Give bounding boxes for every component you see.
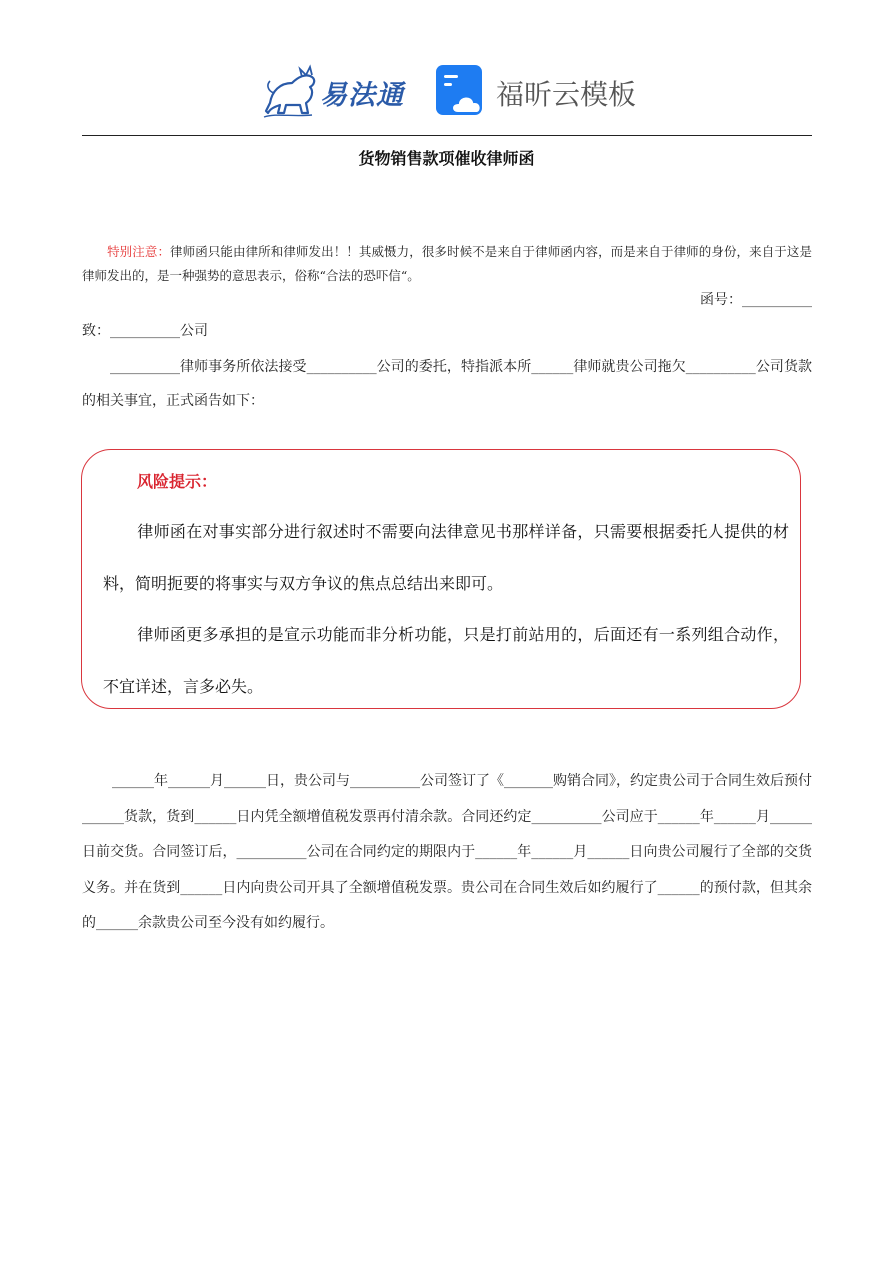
notice-label: 特别注意： xyxy=(107,244,171,259)
cloud-document-icon xyxy=(436,65,488,117)
risk-tip-title: 风险提示： xyxy=(137,472,218,491)
yifatong-logo xyxy=(262,63,412,119)
facts-text: ______年______月______日，贵公司与__________公司签订了《_______购销合同》，约定贵公司于合同生效后预付______货款，货到______日内凭全额增值税发票再付清余款。合同还约定__________公司应于______年______月______日前交货。合同签订后，__________公司在合同约定的期限内于______年______月______日向贵公司履行了全部的交货义务。并在货到______日内向贵公司开具了全额增值税发票。贵公司在合同生效后如约履行了______的预付款，但其余的______余款贵公司至今没有如约履行。 xyxy=(82,773,812,931)
header xyxy=(0,55,893,125)
intro-text: __________律师事务所依法接受__________公司的委托，特指派本所______律师就贵公司拖欠__________公司货款的相关事宜，正式函告如下： xyxy=(82,359,812,409)
facts-paragraph xyxy=(82,764,812,942)
letter-number: 函号：__________ xyxy=(700,292,812,308)
addressee: 致：__________公司 xyxy=(82,323,208,339)
risk-tip-line-2 xyxy=(103,609,789,713)
page-title: 货物销售款项催收律师函 xyxy=(358,149,535,168)
qilin-mascot-icon xyxy=(262,63,326,119)
brand1-name: 易法通 xyxy=(320,80,404,111)
risk-tip-text-1: 律师函在对事实部分进行叙述时不需要向法律意见书那样详备，只需要根据委托人提供的材料，简明扼要的将事实与双方争议的焦点总结出来即可。 xyxy=(103,522,789,593)
special-notice xyxy=(82,240,812,288)
intro-paragraph xyxy=(82,350,812,418)
header-divider xyxy=(82,135,812,136)
notice-text: 律师函只能由律所和律师发出！！其威慑力，很多时候不是来自于律师函内容，而是来自于律师的身份，来自于这是律师发出的，是一种强势的意思表示，俗称“合法的恐吓信“。 xyxy=(82,244,812,283)
risk-tip-line-1 xyxy=(103,506,789,610)
brand2-name: 福昕云模板 xyxy=(496,78,637,111)
risk-tip-text-2: 律师函更多承担的是宣示功能而非分析功能，只是打前站用的，后面还有一系列组合动作，不宜详述，言多必失。 xyxy=(103,625,789,696)
